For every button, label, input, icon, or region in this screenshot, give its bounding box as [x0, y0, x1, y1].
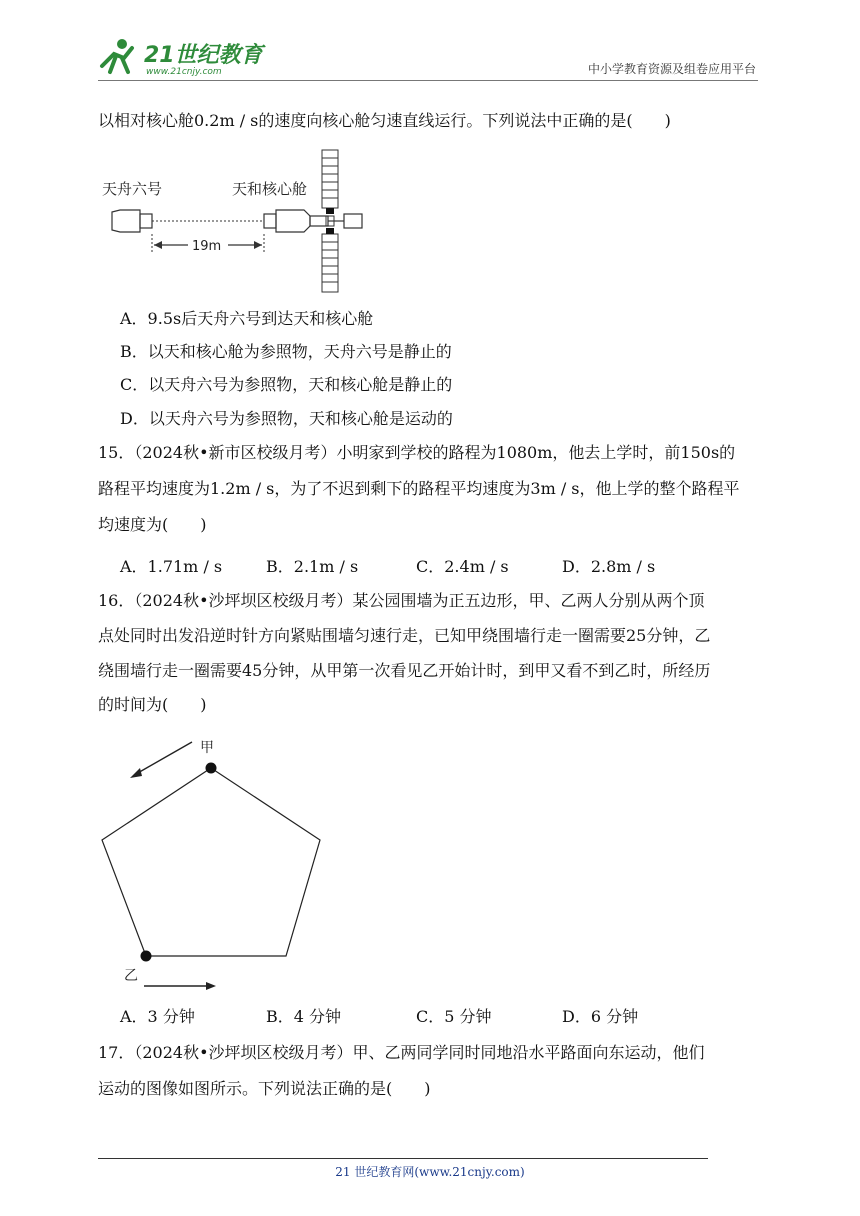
q16-pentagon-figure [96, 734, 336, 996]
header-divider [98, 80, 758, 81]
point-yi [141, 951, 152, 962]
q15-stem-line-2: 路程平均速度为1.2m / s，为了不迟到剩下的路程平均速度为3m / s，他上学的整个路程平 [98, 479, 740, 498]
tianhe-node [264, 214, 276, 228]
q14-option-c: C．以天舟六号为参照物，天和核心舱是静止的 [120, 375, 453, 394]
point-jia [206, 763, 217, 774]
q15-stem-line-3: 均速度为( ) [98, 515, 207, 534]
footer-text: 21 世纪教育网(www.21cnjy.com) [335, 1165, 525, 1179]
logo-title: 21世纪教育 [144, 43, 263, 68]
q15-option-b: B．2.1m / s [266, 557, 359, 576]
q15-option-d: D．2.8m / s [562, 557, 656, 576]
q16-stem-line-2: 点处同时出发沿逆时针方向紧贴围墙匀速行走，已知甲绕围墙行走一圈需要25分钟，乙 [98, 626, 711, 645]
q15-option-a: A．1.71m / s [120, 557, 223, 576]
q16-option-b: B．4 分钟 [266, 1007, 342, 1026]
pentagon-wall [102, 768, 320, 956]
arrow-jia [136, 742, 192, 774]
q16-option-d: D．6 分钟 [562, 1007, 639, 1026]
q14-option-d: D．以天舟六号为参照物，天和核心舱是运动的 [120, 409, 453, 428]
label-jia: 甲 [200, 740, 214, 756]
q14-option-b: B．以天和核心舱为参照物，天舟六号是静止的 [120, 342, 452, 361]
tianzhou-body [112, 210, 140, 232]
q16-option-a: A．3 分钟 [120, 1007, 195, 1026]
tianzhou-nose [140, 214, 152, 228]
label-yi: 乙 [124, 968, 138, 984]
logo-url: www.21cnjy.com [146, 67, 222, 77]
runner-logo-icon [96, 36, 266, 78]
q16-stem-line-1: 16．（2024秋•沙坪坝区校级月考）某公园围墙为正五边形，甲、乙两人分别从两个顶 [98, 591, 705, 610]
q16-stem-line-4: 的时间为( ) [98, 695, 207, 714]
q16-option-c: C．5 分钟 [416, 1007, 492, 1026]
q17-stem-line-1: 17．（2024秋•沙坪坝区校级月考）甲、乙两同学同时同地沿水平路面向东运动，他们 [98, 1043, 705, 1062]
q14-docking-figure [98, 146, 388, 296]
distance-label: 19m [192, 239, 222, 254]
q17-stem-line-2: 运动的图像如图所示。下列说法正确的是( ) [98, 1079, 431, 1098]
q14-option-a: A．9.5s后天舟六号到达天和核心舱 [120, 309, 374, 328]
site-logo [96, 36, 266, 78]
footer-divider [98, 1158, 708, 1159]
tianhe-body [276, 210, 310, 232]
q16-stem-line-3: 绕围墙行走一圈需要45分钟，从甲第一次看见乙开始计时，到甲又看不到乙时，所经历 [98, 661, 711, 680]
label-tianhe: 天和核心舱 [232, 180, 308, 198]
q15-option-c: C．2.4m / s [416, 557, 509, 576]
label-tianzhou: 天舟六号 [102, 180, 163, 198]
header-platform-text: 中小学教育资源及组卷应用平台 [587, 62, 756, 76]
q14-stem-line: 以相对核心舱0.2m / s的速度向核心舱匀速直线运行。下列说法中正确的是( ) [98, 111, 671, 130]
q15-stem-line-1: 15．（2024秋•新市区校级月考）小明家到学校的路程为1080m，他去上学时，前150s的 [98, 443, 736, 462]
